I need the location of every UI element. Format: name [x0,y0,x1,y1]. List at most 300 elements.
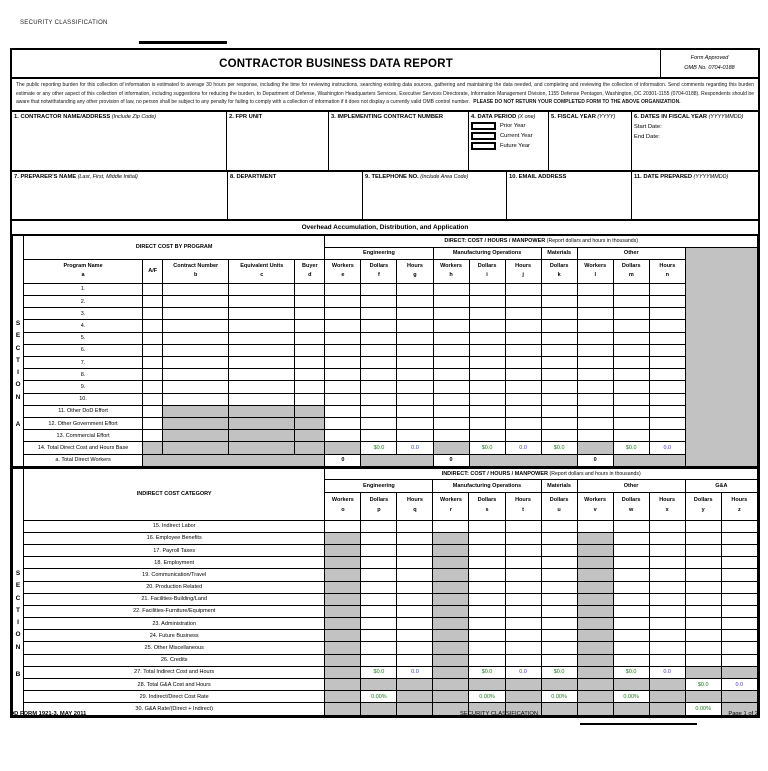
input-cell[interactable] [505,393,541,405]
field-preparer-name[interactable] [12,172,228,219]
input-cell[interactable] [613,430,649,442]
input-cell[interactable] [469,630,505,642]
input-cell[interactable] [433,417,469,429]
input-cell[interactable] [361,532,397,544]
input-cell[interactable] [721,630,757,642]
field-dates-in-fiscal-year[interactable] [632,112,758,170]
input-cell[interactable] [163,357,229,369]
input-cell[interactable] [469,654,505,666]
input-cell[interactable] [613,283,649,295]
input-cell[interactable] [649,405,685,417]
input-cell[interactable] [163,308,229,320]
input-cell[interactable] [325,405,361,417]
input-cell[interactable] [469,557,505,569]
input-cell[interactable] [613,369,649,381]
input-cell[interactable] [613,320,649,332]
input-cell[interactable] [433,369,469,381]
input-cell[interactable] [433,332,469,344]
input-cell[interactable] [361,357,397,369]
input-cell[interactable] [163,369,229,381]
future-year-checkbox[interactable] [471,142,496,150]
input-cell[interactable] [295,344,325,356]
input-cell[interactable] [163,332,229,344]
input-cell[interactable] [469,381,505,393]
input-cell[interactable] [577,430,613,442]
input-cell[interactable] [577,308,613,320]
input-cell[interactable] [397,544,433,556]
input-cell[interactable] [613,630,649,642]
input-cell[interactable] [505,557,541,569]
input-cell[interactable] [541,393,577,405]
field-department[interactable] [228,172,363,219]
input-cell[interactable] [433,381,469,393]
input-cell[interactable] [685,618,721,630]
input-cell[interactable] [325,520,361,532]
input-cell[interactable] [505,357,541,369]
input-cell[interactable] [469,393,505,405]
input-cell[interactable] [721,532,757,544]
input-cell[interactable] [721,593,757,605]
input-cell[interactable] [469,593,505,605]
input-cell[interactable] [469,544,505,556]
input-cell[interactable] [613,569,649,581]
burden-text: The public reporting burden for this collection of information is estimated to average 30 hours per response, including the time for reviewing instructions, searching existing data sources, gathering and maintaining the data needed, and completing and reviewing the collection of information. Send comments regarding this burden estimate or any other aspect of this collection of information, including suggestions for reducing the burden, to Department of Defense, Washington Headquarters Services, Executive Services Directorate, Information Management Division, 1155 Defense Pentagon, Washington, DC 20301-1155 (0704-0188). Respondents should be aware that notwithstanding any other provision of law, no person shall be subject to any penalty for failing to comply with a collection of information if it does not display a currently valid OMB control number. [16,82,754,105]
input-cell[interactable] [295,357,325,369]
input-cell[interactable] [649,308,685,320]
input-cell[interactable] [541,430,577,442]
input-cell[interactable] [649,605,685,617]
input-cell[interactable] [433,308,469,320]
input-cell[interactable] [541,283,577,295]
input-cell[interactable] [721,569,757,581]
input-cell[interactable] [229,308,295,320]
input-cell[interactable] [469,357,505,369]
input-cell[interactable] [649,283,685,295]
input-cell[interactable] [433,320,469,332]
input-cell[interactable] [541,381,577,393]
input-cell[interactable] [541,405,577,417]
input-cell[interactable] [505,654,541,666]
input-cell[interactable] [361,605,397,617]
input-cell[interactable] [469,532,505,544]
input-cell[interactable] [397,605,433,617]
input-cell[interactable] [397,283,433,295]
input-cell[interactable] [143,393,163,405]
input-cell[interactable] [613,520,649,532]
input-cell[interactable] [541,417,577,429]
input-cell[interactable] [361,557,397,569]
input-cell[interactable] [541,520,577,532]
input-cell[interactable] [163,296,229,308]
input-cell[interactable] [613,417,649,429]
input-cell[interactable] [541,557,577,569]
input-cell[interactable] [397,393,433,405]
input-cell[interactable] [541,532,577,544]
input-cell[interactable] [361,283,397,295]
input-cell[interactable] [397,593,433,605]
input-cell[interactable] [577,357,613,369]
input-cell[interactable] [433,283,469,295]
input-cell[interactable] [361,393,397,405]
input-cell[interactable] [649,344,685,356]
input-cell[interactable] [361,381,397,393]
input-cell[interactable] [541,642,577,654]
input-cell[interactable] [469,320,505,332]
input-cell[interactable] [505,381,541,393]
input-cell[interactable] [163,283,229,295]
input-cell[interactable] [613,357,649,369]
input-cell[interactable] [143,369,163,381]
input-cell[interactable] [649,320,685,332]
input-cell[interactable] [577,393,613,405]
input-cell[interactable] [361,544,397,556]
input-cell[interactable] [649,593,685,605]
input-cell[interactable] [505,320,541,332]
input-cell[interactable] [397,618,433,630]
input-cell[interactable] [361,630,397,642]
field-fpr-unit[interactable] [227,112,329,170]
input-cell[interactable] [505,369,541,381]
input-cell[interactable] [541,544,577,556]
input-cell[interactable] [397,581,433,593]
input-cell[interactable] [541,593,577,605]
input-cell[interactable] [505,630,541,642]
input-cell[interactable] [649,393,685,405]
input-cell[interactable] [397,344,433,356]
input-cell[interactable] [143,296,163,308]
input-cell[interactable] [685,520,721,532]
input-cell[interactable] [613,308,649,320]
input-cell[interactable] [685,654,721,666]
input-cell[interactable] [541,630,577,642]
input-cell[interactable] [613,532,649,544]
input-cell[interactable] [469,405,505,417]
input-cell[interactable] [721,557,757,569]
input-cell[interactable] [433,520,469,532]
input-cell[interactable] [577,405,613,417]
input-cell[interactable] [397,569,433,581]
input-cell[interactable] [613,581,649,593]
input-cell[interactable] [505,332,541,344]
input-cell[interactable] [505,605,541,617]
input-cell[interactable] [685,557,721,569]
input-cell[interactable] [361,569,397,581]
input-cell[interactable] [649,520,685,532]
input-cell[interactable] [541,618,577,630]
input-cell[interactable] [613,332,649,344]
input-cell[interactable] [649,430,685,442]
input-cell[interactable] [397,405,433,417]
input-cell[interactable] [577,344,613,356]
input-cell[interactable] [229,369,295,381]
input-cell[interactable] [361,417,397,429]
input-cell[interactable] [229,296,295,308]
field-date-prepared[interactable] [632,172,758,219]
input-cell[interactable] [433,405,469,417]
input-cell[interactable] [325,332,361,344]
input-cell[interactable] [397,308,433,320]
input-cell[interactable] [685,605,721,617]
input-cell[interactable] [505,296,541,308]
input-cell[interactable] [721,654,757,666]
input-cell[interactable] [469,332,505,344]
input-cell[interactable] [613,593,649,605]
input-cell[interactable] [577,520,613,532]
input-cell[interactable] [433,430,469,442]
input-cell[interactable] [469,417,505,429]
input-cell[interactable] [163,381,229,393]
input-cell[interactable] [541,581,577,593]
input-cell[interactable] [397,357,433,369]
input-cell[interactable] [541,654,577,666]
input-cell[interactable] [325,344,361,356]
input-cell[interactable] [361,593,397,605]
input-cell[interactable] [433,296,469,308]
input-cell[interactable] [295,320,325,332]
input-cell[interactable] [685,569,721,581]
input-cell[interactable] [649,642,685,654]
input-cell[interactable] [469,430,505,442]
input-cell[interactable] [397,430,433,442]
input-cell[interactable] [649,296,685,308]
input-cell[interactable] [613,654,649,666]
input-cell[interactable] [295,296,325,308]
input-cell[interactable] [361,308,397,320]
input-cell[interactable] [433,393,469,405]
input-cell[interactable] [229,381,295,393]
input-cell[interactable] [613,393,649,405]
input-cell[interactable] [361,618,397,630]
input-cell[interactable] [397,369,433,381]
input-cell[interactable] [295,308,325,320]
input-cell[interactable] [469,296,505,308]
input-cell[interactable] [505,544,541,556]
input-cell[interactable] [295,393,325,405]
input-cell[interactable] [397,520,433,532]
input-cell[interactable] [505,308,541,320]
input-cell[interactable] [397,532,433,544]
input-cell[interactable] [361,369,397,381]
input-cell[interactable] [613,296,649,308]
input-cell[interactable] [613,405,649,417]
field-contractor-name-address[interactable] [12,112,227,170]
input-cell[interactable] [721,605,757,617]
input-cell[interactable] [469,618,505,630]
current-year-checkbox[interactable] [471,132,496,140]
input-cell[interactable] [505,618,541,630]
input-cell[interactable] [325,417,361,429]
input-cell[interactable] [685,581,721,593]
input-cell[interactable] [361,405,397,417]
input-cell[interactable] [541,308,577,320]
input-cell[interactable] [397,417,433,429]
input-cell[interactable] [505,569,541,581]
input-cell[interactable] [325,283,361,295]
na-cell [577,605,613,617]
input-cell[interactable] [469,344,505,356]
input-cell[interactable] [229,332,295,344]
input-cell[interactable] [143,381,163,393]
input-cell[interactable] [143,405,163,417]
field-fiscal-year[interactable] [549,112,632,170]
input-cell[interactable] [229,283,295,295]
input-cell[interactable] [361,581,397,593]
input-cell[interactable] [397,642,433,654]
input-cell[interactable] [577,332,613,344]
input-cell[interactable] [469,642,505,654]
input-cell[interactable] [143,283,163,295]
input-cell[interactable] [541,344,577,356]
input-cell[interactable] [397,654,433,666]
input-cell[interactable] [143,332,163,344]
input-cell[interactable] [325,296,361,308]
input-cell[interactable] [577,320,613,332]
input-cell[interactable] [469,605,505,617]
input-cell[interactable] [143,308,163,320]
total-workers-value: 0 [325,454,361,466]
input-cell[interactable] [229,393,295,405]
input-cell[interactable] [469,569,505,581]
input-cell[interactable] [295,369,325,381]
input-cell[interactable] [361,642,397,654]
input-cell[interactable] [577,283,613,295]
input-cell[interactable] [505,430,541,442]
input-cell[interactable] [649,630,685,642]
input-cell[interactable] [295,381,325,393]
input-cell[interactable] [361,654,397,666]
input-cell[interactable] [229,357,295,369]
input-cell[interactable] [577,381,613,393]
field-telephone[interactable] [363,172,507,219]
input-cell[interactable] [397,557,433,569]
input-cell[interactable] [163,344,229,356]
input-cell[interactable] [613,557,649,569]
input-cell[interactable] [143,344,163,356]
input-cell[interactable] [469,308,505,320]
input-cell[interactable] [685,532,721,544]
input-cell[interactable] [469,581,505,593]
input-cell[interactable] [361,430,397,442]
input-cell[interactable] [541,569,577,581]
input-cell[interactable] [649,618,685,630]
input-cell[interactable] [469,520,505,532]
input-cell[interactable] [397,296,433,308]
input-cell[interactable] [541,605,577,617]
input-cell[interactable] [325,430,361,442]
input-cell[interactable] [397,332,433,344]
input-cell[interactable] [143,430,163,442]
input-cell[interactable] [613,642,649,654]
input-cell[interactable] [163,393,229,405]
input-cell[interactable] [721,581,757,593]
input-cell[interactable] [229,344,295,356]
input-cell[interactable] [541,320,577,332]
input-cell[interactable] [143,320,163,332]
input-cell[interactable] [685,593,721,605]
input-cell[interactable] [649,332,685,344]
input-cell[interactable] [361,296,397,308]
input-cell[interactable] [649,532,685,544]
input-cell[interactable] [541,296,577,308]
field-implementing-contract-number[interactable] [329,112,469,170]
input-cell[interactable] [397,630,433,642]
input-cell[interactable] [325,357,361,369]
input-cell[interactable] [649,417,685,429]
input-cell[interactable] [685,630,721,642]
input-cell[interactable] [685,544,721,556]
input-cell[interactable] [505,283,541,295]
input-cell[interactable] [325,381,361,393]
input-cell[interactable] [361,320,397,332]
input-cell[interactable] [325,308,361,320]
input-cell[interactable] [541,357,577,369]
input-cell[interactable] [721,544,757,556]
input-cell[interactable] [229,320,295,332]
input-cell[interactable] [721,520,757,532]
input-cell[interactable] [649,569,685,581]
input-cell[interactable] [577,417,613,429]
prior-year-checkbox[interactable] [471,122,496,130]
input-cell[interactable] [721,642,757,654]
input-cell[interactable] [613,618,649,630]
field-email-address[interactable] [507,172,632,219]
input-cell[interactable] [505,520,541,532]
input-cell[interactable] [143,417,163,429]
input-cell[interactable] [685,642,721,654]
input-cell[interactable] [163,320,229,332]
input-cell[interactable] [649,654,685,666]
input-cell[interactable] [361,332,397,344]
input-cell[interactable] [505,417,541,429]
input-cell[interactable] [505,344,541,356]
input-cell[interactable] [325,320,361,332]
input-cell[interactable] [325,393,361,405]
input-cell[interactable] [325,369,361,381]
input-cell[interactable] [649,581,685,593]
input-cell[interactable] [361,344,397,356]
input-cell[interactable] [649,544,685,556]
input-cell[interactable] [505,642,541,654]
input-cell[interactable] [505,593,541,605]
input-cell[interactable] [577,369,613,381]
input-cell[interactable] [295,332,325,344]
input-cell[interactable] [613,605,649,617]
input-cell[interactable] [505,581,541,593]
input-cell[interactable] [143,357,163,369]
input-cell[interactable] [295,283,325,295]
input-cell[interactable] [541,369,577,381]
input-cell[interactable] [397,320,433,332]
input-cell[interactable] [541,332,577,344]
input-cell[interactable] [397,381,433,393]
input-cell[interactable] [649,357,685,369]
input-cell[interactable] [649,381,685,393]
input-cell[interactable] [649,557,685,569]
input-cell[interactable] [433,357,469,369]
input-cell[interactable] [469,283,505,295]
input-cell[interactable] [469,369,505,381]
input-cell[interactable] [613,344,649,356]
input-cell[interactable] [613,544,649,556]
input-cell[interactable] [613,381,649,393]
input-cell[interactable] [577,296,613,308]
input-cell[interactable] [505,405,541,417]
input-cell[interactable] [649,369,685,381]
input-cell[interactable] [361,520,397,532]
input-cell[interactable] [505,532,541,544]
input-cell[interactable] [433,344,469,356]
input-cell[interactable] [721,618,757,630]
